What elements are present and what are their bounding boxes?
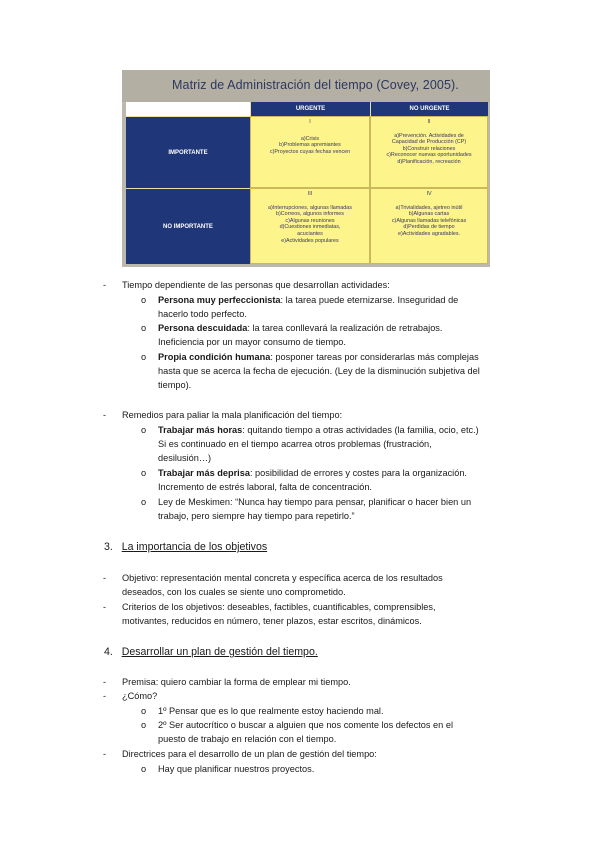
s3-criteria: Criterios de los objetivos: deseables, factibles, cuantificables, comprensibles, [122, 602, 436, 612]
quadrant-number: III [307, 191, 313, 197]
item-text: hasta que se acerca la fecha de ejecución. (Ley de la disminución subjetiva del [158, 366, 480, 376]
bullet-marker: o [141, 706, 147, 716]
bullet-marker: o [141, 425, 147, 435]
item-text: : la tarea puede eternizarse. Inseguridad de [280, 295, 459, 305]
list-dash: - [103, 573, 107, 583]
quadrant-2 [370, 116, 488, 188]
item-text: Ley de Meskimen: “Nunca hay tiempo para pensar, planificar o hacer bien un [158, 497, 472, 507]
bullet-marker: o [141, 295, 147, 305]
item-text: : posibilidad de errores y costes para la organización. [249, 468, 467, 478]
list-dash: - [103, 280, 107, 290]
s3-criteria-cont: motivantes, reducidos en número, tener plazos, estar escritos, dinámicos. [122, 616, 422, 626]
section-heading-4 [104, 645, 318, 659]
bullet-marker: o [141, 323, 147, 333]
s4-step-2-cont: puesto de trabajo en relación con el tiempo. [158, 734, 337, 744]
quadrant-line: d)Cuestiones inmediatas, [279, 224, 341, 231]
row-header-important-label: IMPORTANTE [168, 149, 208, 156]
list-dash: - [103, 602, 107, 612]
bullet-marker: o [141, 720, 147, 730]
covey-matrix-figure [122, 70, 490, 267]
item-text: Si es continuado en el tiempo acarrea otros problemas (frustración, [158, 439, 432, 449]
list-dash: - [103, 749, 107, 759]
item-text: desilusión…) [158, 453, 212, 463]
row-header-not-important [126, 188, 250, 264]
list-item [158, 321, 442, 335]
quadrant-line: d)Planificación, recreación [397, 158, 461, 165]
quadrant-line: a)Interrupciones, algunas llamadas [268, 204, 352, 211]
s4-step-1: 1º Pensar que es lo que realmente estoy haciendo mal. [158, 706, 384, 716]
s1-intro: Tiempo dependiente de las personas que desarrollan actividades: [122, 280, 390, 290]
list-dash: - [103, 691, 107, 701]
list-item [158, 350, 479, 364]
item-text: Incremento de estrés laboral, falta de concentración. [158, 482, 372, 492]
list-item [158, 423, 479, 437]
quadrant-line: Capacidad de Producción (CP) [391, 139, 467, 146]
bullet-marker: o [141, 764, 147, 774]
quadrant-line: c)Algunas llamadas telefónicas [391, 217, 467, 224]
quadrant-line: c)Proyectos cuyas fechas vencen [269, 148, 351, 155]
quadrant-line: b)Problemas apremiantes [279, 142, 341, 149]
item-text: hacerlo todo perfecto. [158, 309, 247, 319]
quadrant-line: b)Algunas cartas [408, 211, 450, 218]
item-text: : quitando tiempo a otras actividades (la familia, ocio, etc.) [242, 425, 479, 435]
col-header-not-urgent: NO URGENTE [370, 102, 488, 116]
s4-premisa: Premisa: quiero cambiar la forma de emplear mi tiempo. [122, 677, 351, 687]
matrix-title: Matriz de Administración del tiempo (Covey, 2005). [172, 78, 459, 92]
s2-intro: Remedios para paliar la mala planificación del tiempo: [122, 410, 343, 420]
term: Trabajar más horas [158, 425, 243, 435]
quadrant-line: a)Trivialidades, ajetreo inútil [395, 204, 463, 211]
item-text: tiempo). [158, 380, 192, 390]
quadrant-number: IV [426, 191, 432, 197]
item-text: : la tarea conllevará la realización de retrabajos. [247, 323, 443, 333]
quadrant-line: a)Prevención. Actividades de [394, 132, 464, 139]
matrix-grid [126, 102, 488, 264]
s4-directive-1: Hay que planificar nuestros proyectos. [158, 764, 315, 774]
s4-como: ¿Cómo? [122, 691, 158, 701]
quadrant-number: I [309, 119, 311, 125]
quadrant-line: e)Actividades agradables. [397, 230, 461, 237]
matrix-title-bar [122, 70, 490, 102]
row-header-not-important-label: NO IMPORTANTE [163, 223, 213, 230]
heading-number: 3. [104, 541, 113, 553]
row-header-important [126, 116, 250, 188]
quadrant-line: e)Actividades populares [281, 237, 339, 244]
quadrant-line: d)Perdidas de tiempo [403, 224, 455, 231]
bullet-marker: o [141, 352, 147, 362]
term: Trabajar más deprisa [158, 468, 250, 478]
quadrant-4 [370, 188, 488, 264]
bullet-marker: o [141, 468, 147, 478]
quadrant-line: acuciantes [297, 230, 323, 237]
quadrant-3 [250, 188, 370, 264]
item-text: Ineficiencia por un mayor consumo de tiempo. [158, 337, 346, 347]
matrix-corner [126, 102, 250, 116]
col-header-urgent: URGENTE [250, 102, 370, 116]
quadrant-line: c)Algunas reuniones [285, 217, 335, 224]
item-text: : posponer tareas por considerarlas más complejas [270, 352, 479, 362]
term: Persona descuidada [158, 323, 248, 333]
quadrant-line: c)Reconocer nuevas oportunidades [386, 152, 472, 159]
heading-title: Desarrollar un plan de gestión del tiempo. [121, 646, 318, 658]
heading-number: 4. [104, 646, 113, 658]
section-heading-3 [104, 540, 267, 554]
quadrant-1 [250, 116, 370, 188]
list-item [158, 293, 458, 307]
term: Persona muy perfeccionista [158, 295, 281, 305]
quadrant-line: b)Correos, algunos informes [275, 211, 344, 218]
s3-objective: Objetivo: representación mental concreta y específica acerca de los resultados [122, 573, 443, 583]
quadrant-number: II [427, 119, 431, 125]
s4-step-2: 2º Ser autocrítico o buscar a alguien que nos comente los defectos en el [158, 720, 453, 730]
term: Propia condición humana [158, 352, 271, 362]
item-text: trabajo, pero siempre hay tiempo para repetirlo.” [158, 511, 355, 521]
s4-directrices: Directrices para el desarrollo de un plan de gestión del tiempo: [122, 749, 377, 759]
quadrant-line: b)Construir relaciones [402, 145, 456, 152]
list-dash: - [103, 410, 107, 420]
heading-title: La importancia de los objetivos [121, 541, 268, 553]
bullet-marker: o [141, 497, 147, 507]
list-dash: - [103, 677, 107, 687]
list-item [158, 466, 467, 480]
quadrant-line: a)Crisis [300, 135, 320, 142]
s3-objective-cont: deseados, con los cuales se siente uno comprometido. [122, 587, 346, 597]
